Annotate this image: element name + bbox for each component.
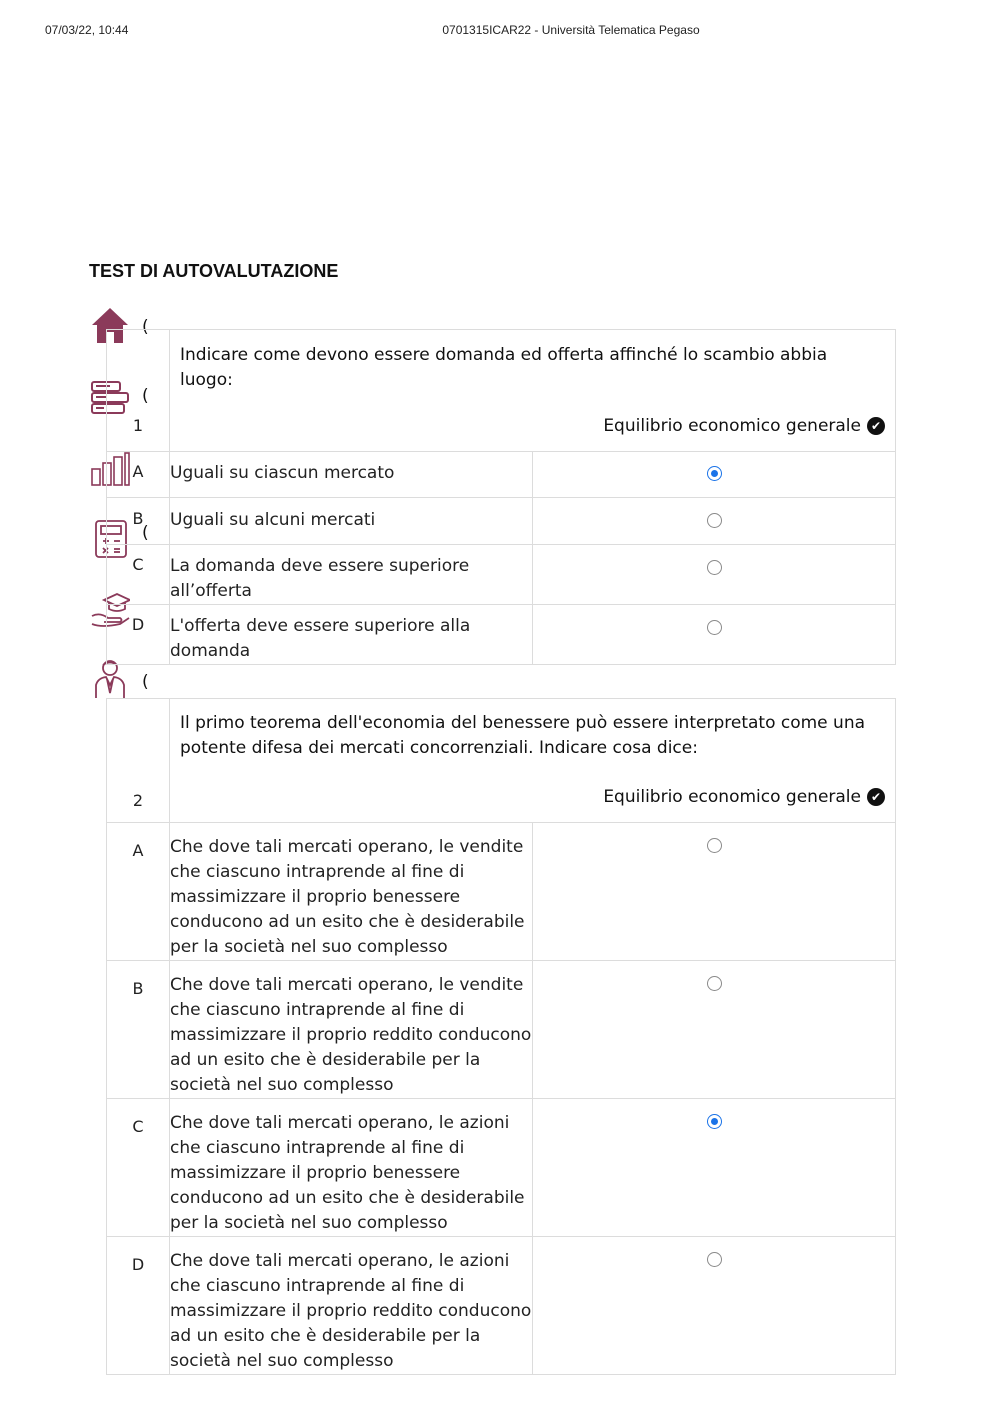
question-header <box>170 330 896 452</box>
rail-paren: ( <box>142 523 149 543</box>
answer-row[interactable] <box>107 823 896 961</box>
print-header <box>0 23 1000 39</box>
answer-text: Che dove tali mercati operano, le azioni che ciascuno intraprende al fine di massimizzare il proprio reddito conducono ad un esito che è desiderabile per la società nel suo complesso <box>170 1237 533 1375</box>
answer-letter: B <box>107 961 170 1099</box>
answer-radio[interactable] <box>707 620 722 635</box>
answer-letter: A <box>107 452 170 498</box>
question-text: Il primo teorema dell'economia del benessere può essere interpretato come una potente difesa dei mercati concorrenziali. Indicare cosa dice: <box>180 713 866 758</box>
answer-row[interactable] <box>107 605 896 665</box>
answer-row[interactable] <box>107 452 896 498</box>
rail-paren: ( <box>142 672 149 692</box>
page-title: TEST DI AUTOVALUTAZIONE <box>89 261 339 281</box>
answer-text: Che dove tali mercati operano, le azioni che ciascuno intraprende al fine di massimizzare il proprio benessere conducono ad un esito che è desiderabile per la società nel suo complesso <box>170 1099 533 1237</box>
answer-row[interactable] <box>107 498 896 545</box>
answer-row[interactable] <box>107 961 896 1099</box>
answer-letter: D <box>107 605 170 665</box>
answer-letter: A <box>107 823 170 961</box>
answer-text: L'offerta deve essere superiore alla domanda <box>170 605 533 665</box>
question-number: 1 <box>107 330 170 452</box>
answer-letter: C <box>107 1099 170 1237</box>
question-text: Indicare come devono essere domanda ed offerta affinché lo scambio abbia luogo: <box>180 345 828 390</box>
question-1-table <box>106 329 896 665</box>
answer-row[interactable] <box>107 1237 896 1375</box>
answer-text: La domanda deve essere superiore all’offerta <box>170 545 533 605</box>
answer-radio[interactable] <box>707 560 722 575</box>
check-circle-icon: ✔ <box>867 788 885 806</box>
answer-radio[interactable] <box>707 838 722 853</box>
answer-text: Uguali su ciascun mercato <box>170 452 533 498</box>
question-header <box>170 699 896 823</box>
answer-radio[interactable] <box>707 1114 722 1129</box>
answer-text: Che dove tali mercati operano, le vendite che ciascuno intraprende al fine di massimizzare il proprio reddito conducono ad un esito che è desiderabile per la società nel suo complesso <box>170 961 533 1099</box>
answer-letter: D <box>107 1237 170 1375</box>
question-header-row <box>107 330 896 452</box>
answer-text: Uguali su alcuni mercati <box>170 498 533 545</box>
rail-paren: ( <box>142 386 149 406</box>
answer-letter: C <box>107 545 170 605</box>
topic-label: Equilibrio economico generale <box>603 787 861 807</box>
question-topic <box>603 787 885 807</box>
print-document-title: 0701315ICAR22 - Università Telematica Pegaso <box>442 23 700 37</box>
question-topic <box>603 416 885 436</box>
answer-radio[interactable] <box>707 1252 722 1267</box>
answer-row[interactable] <box>107 1099 896 1237</box>
question-header-row <box>107 699 896 823</box>
topic-label: Equilibrio economico generale <box>603 416 861 436</box>
answer-row[interactable] <box>107 545 896 605</box>
rail-paren: ( <box>142 317 149 337</box>
answer-radio[interactable] <box>707 466 722 481</box>
answer-radio[interactable] <box>707 976 722 991</box>
answer-text: Che dove tali mercati operano, le vendite che ciascuno intraprende al fine di massimizzare il proprio benessere conducono ad un esito che è desiderabile per la società nel suo complesso <box>170 823 533 961</box>
check-circle-icon: ✔ <box>867 417 885 435</box>
answer-letter: B <box>107 498 170 545</box>
print-datetime: 07/03/22, 10:44 <box>45 23 129 37</box>
question-number: 2 <box>107 699 170 823</box>
question-2-table <box>106 698 896 1375</box>
answer-radio[interactable] <box>707 513 722 528</box>
teacher-icon[interactable] <box>90 659 130 699</box>
